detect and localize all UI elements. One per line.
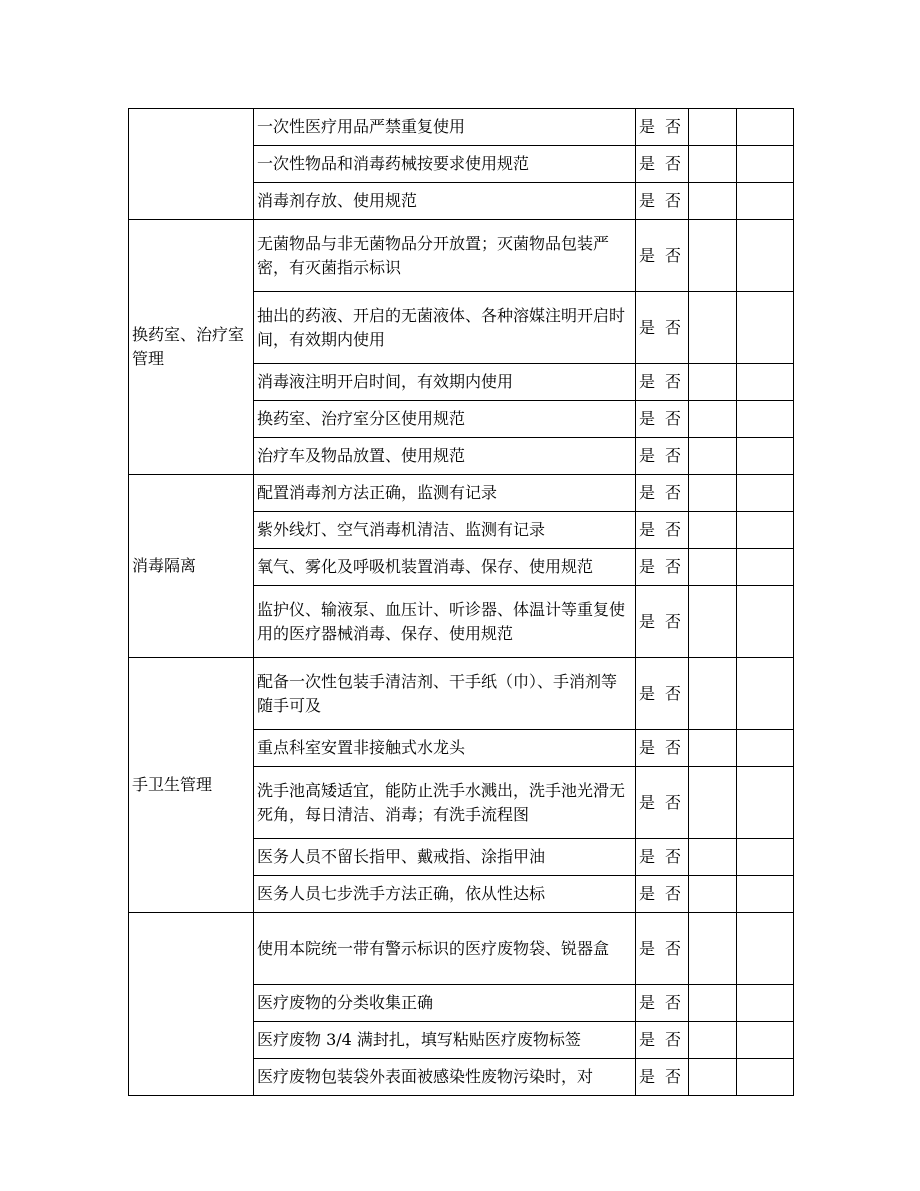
blank-cell[interactable] [689,549,737,586]
no-option[interactable]: 否 [665,520,682,539]
yes-no-cell[interactable] [636,730,689,767]
no-option[interactable]: 否 [665,847,682,866]
blank-cell[interactable] [737,109,794,146]
table-row [129,913,794,985]
blank-cell[interactable] [737,183,794,220]
category-cell: 换药室、治疗室管理 [129,220,254,475]
blank-cell[interactable] [737,475,794,512]
table-row [129,109,794,146]
no-option[interactable]: 否 [665,409,682,428]
yes-no-cell[interactable] [636,586,689,658]
category-cell: 消毒隔离 [129,475,254,658]
blank-cell[interactable] [737,220,794,292]
no-option[interactable]: 否 [665,1030,682,1049]
no-option[interactable]: 否 [665,611,682,631]
yes-option[interactable]: 是 [639,683,656,703]
table-row [129,475,794,512]
blank-cell[interactable] [689,401,737,438]
item-cell: 氧气、雾化及呼吸机装置消毒、保存、使用规范 [254,549,636,586]
no-option[interactable]: 否 [665,683,682,703]
blank-cell[interactable] [737,1022,794,1059]
category-cell [129,109,254,220]
blank-cell[interactable] [737,549,794,586]
item-cell: 一次性医疗用品严禁重复使用 [254,109,636,146]
no-option[interactable]: 否 [665,191,682,210]
blank-cell[interactable] [689,730,737,767]
yes-option[interactable]: 是 [639,154,656,173]
no-option[interactable]: 否 [665,738,682,757]
blank-cell[interactable] [689,475,737,512]
yes-option[interactable]: 是 [639,372,656,391]
blank-cell[interactable] [737,876,794,913]
yes-no-cell[interactable] [636,401,689,438]
blank-cell[interactable] [737,730,794,767]
yes-no-cell[interactable] [636,985,689,1022]
yes-option[interactable]: 是 [639,1067,656,1086]
blank-cell[interactable] [689,876,737,913]
item-cell: 消毒剂存放、使用规范 [254,183,636,220]
item-cell: 重点科室安置非接触式水龙头 [254,730,636,767]
yes-no-cell[interactable] [636,658,689,730]
blank-cell[interactable] [689,109,737,146]
blank-cell[interactable] [689,364,737,401]
no-option[interactable]: 否 [665,884,682,903]
blank-cell[interactable] [737,364,794,401]
table-row [129,658,794,730]
blank-cell[interactable] [689,220,737,292]
no-option[interactable]: 否 [665,557,682,576]
yes-option[interactable]: 是 [639,557,656,576]
yes-no-cell[interactable] [636,913,689,985]
yes-option[interactable]: 是 [639,317,656,337]
blank-cell[interactable] [689,183,737,220]
no-option[interactable]: 否 [665,154,682,173]
yes-option[interactable]: 是 [639,483,656,502]
item-cell: 医疗废物 3/4 满封扎，填写粘贴医疗废物标签 [254,1022,636,1059]
yes-no-cell[interactable] [636,146,689,183]
blank-cell[interactable] [737,512,794,549]
yes-no-cell[interactable] [636,767,689,839]
blank-cell[interactable] [737,292,794,364]
no-option[interactable]: 否 [665,938,682,958]
yes-no-cell[interactable] [636,839,689,876]
blank-cell[interactable] [689,438,737,475]
blank-cell[interactable] [737,438,794,475]
yes-no-cell[interactable] [636,512,689,549]
item-cell: 无菌物品与非无菌物品分开放置；灭菌物品包装严密，有灭菌指示标识 [254,220,636,292]
item-cell: 医务人员不留长指甲、戴戒指、涂指甲油 [254,839,636,876]
blank-cell[interactable] [737,586,794,658]
blank-cell[interactable] [689,512,737,549]
no-option[interactable]: 否 [665,446,682,465]
yes-option[interactable]: 是 [639,884,656,903]
yes-no-cell[interactable] [636,1022,689,1059]
item-cell: 紫外线灯、空气消毒机清洁、监测有记录 [254,512,636,549]
blank-cell[interactable] [689,146,737,183]
blank-cell[interactable] [737,658,794,730]
category-cell: 手卫生管理 [129,658,254,913]
yes-no-cell[interactable] [636,364,689,401]
yes-option[interactable]: 是 [639,1030,656,1049]
no-option[interactable]: 否 [665,1067,682,1086]
yes-no-cell[interactable] [636,1059,689,1096]
table-row [129,220,794,292]
blank-cell[interactable] [689,658,737,730]
yes-no-cell[interactable] [636,183,689,220]
yes-option[interactable]: 是 [639,611,656,631]
blank-cell[interactable] [737,767,794,839]
yes-option[interactable]: 是 [639,993,656,1012]
yes-option[interactable]: 是 [639,938,656,958]
blank-cell[interactable] [689,767,737,839]
blank-cell[interactable] [689,985,737,1022]
blank-cell[interactable] [737,913,794,985]
yes-option[interactable]: 是 [639,738,656,757]
yes-no-cell[interactable] [636,292,689,364]
item-cell: 一次性物品和消毒药械按要求使用规范 [254,146,636,183]
blank-cell[interactable] [689,839,737,876]
item-cell: 治疗车及物品放置、使用规范 [254,438,636,475]
blank-cell[interactable] [689,292,737,364]
item-cell: 医疗废物包装袋外表面被感染性废物污染时，对 [254,1059,636,1096]
item-cell: 配备一次性包装手清洁剂、干手纸（巾）、手消剂等随手可及 [254,658,636,730]
yes-no-cell[interactable] [636,220,689,292]
yes-no-cell[interactable] [636,475,689,512]
no-option[interactable]: 否 [665,245,682,265]
yes-no-cell[interactable] [636,876,689,913]
item-cell: 医务人员七步洗手方法正确，依从性达标 [254,876,636,913]
yes-option[interactable]: 是 [639,245,656,265]
blank-cell[interactable] [689,1059,737,1096]
blank-cell[interactable] [737,839,794,876]
yes-option[interactable]: 是 [639,446,656,465]
yes-option[interactable]: 是 [639,409,656,428]
inspection-checklist-table [128,108,794,1096]
yes-no-cell[interactable] [636,109,689,146]
no-option[interactable]: 否 [665,483,682,502]
item-cell: 配置消毒剂方法正确，监测有记录 [254,475,636,512]
item-cell: 医疗废物的分类收集正确 [254,985,636,1022]
item-cell: 消毒液注明开启时间，有效期内使用 [254,364,636,401]
yes-no-cell[interactable] [636,549,689,586]
no-option[interactable]: 否 [665,117,682,136]
yes-option[interactable]: 是 [639,520,656,539]
blank-cell[interactable] [737,1059,794,1096]
yes-option[interactable]: 是 [639,792,656,812]
no-option[interactable]: 否 [665,372,682,391]
no-option[interactable]: 否 [665,993,682,1012]
no-option[interactable]: 否 [665,792,682,812]
item-cell: 监护仪、输液泵、血压计、听诊器、体温计等重复使用的医疗器械消毒、保存、使用规范 [254,586,636,658]
blank-cell[interactable] [689,586,737,658]
blank-cell[interactable] [689,913,737,985]
item-cell: 洗手池高矮适宜，能防止洗手水溅出，洗手池光滑无死角，每日清洁、消毒；有洗手流程图 [254,767,636,839]
no-option[interactable]: 否 [665,317,682,337]
blank-cell[interactable] [737,146,794,183]
blank-cell[interactable] [737,985,794,1022]
yes-option[interactable]: 是 [639,191,656,210]
yes-option[interactable]: 是 [639,117,656,136]
blank-cell[interactable] [737,401,794,438]
item-cell: 使用本院统一带有警示标识的医疗废物袋、锐器盒 [254,913,636,985]
yes-option[interactable]: 是 [639,847,656,866]
item-cell: 抽出的药液、开启的无菌液体、各种溶媒注明开启时间，有效期内使用 [254,292,636,364]
blank-cell[interactable] [689,1022,737,1059]
yes-no-cell[interactable] [636,438,689,475]
category-cell [129,913,254,1096]
item-cell: 换药室、治疗室分区使用规范 [254,401,636,438]
